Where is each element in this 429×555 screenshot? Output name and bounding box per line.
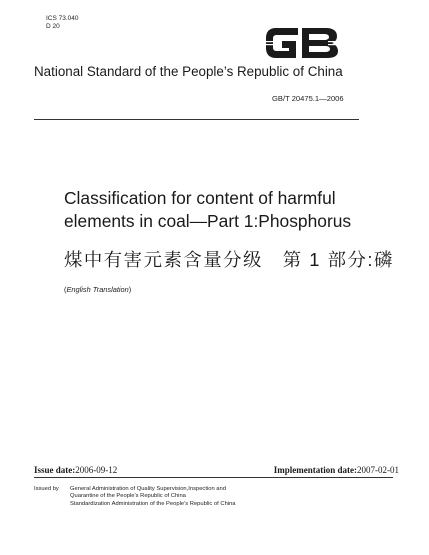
translation-note: [64, 285, 131, 294]
issue-date-value: 2006-09-12: [75, 465, 118, 475]
standard-number: GB/T 20475.1—2006: [272, 94, 344, 103]
ics-code: ICS 73.040: [46, 15, 79, 22]
english-title-line-1: Classification for content of harmful: [64, 188, 336, 208]
ccs-code: D 20: [46, 23, 60, 30]
issuer-line-3: Standardization Administration of the People’s Republic of China: [70, 500, 236, 507]
paren-close: ): [128, 285, 132, 294]
implementation-date-value: 2007-02-01: [357, 465, 399, 475]
gb-logo: [262, 24, 342, 62]
paren-open: (: [64, 285, 67, 294]
implementation-date-label: Implementation date:: [273, 465, 357, 475]
english-title: [64, 187, 351, 233]
english-title-line-2: elements in coal—Part 1:Phosphorus: [64, 211, 352, 231]
issue-date-label: Issue date:: [34, 465, 76, 475]
implementation-date: [274, 465, 399, 475]
issue-date: [34, 465, 117, 475]
bottom-divider: [34, 477, 393, 478]
top-divider: [34, 119, 359, 120]
issuer-line-1: General Administration of Quality Supervision,Inspection and: [70, 486, 226, 492]
classification-codes: [46, 15, 79, 31]
issued-by-label: Issued by: [34, 486, 59, 492]
chinese-title: 煤中有害元素含量分级 第 1 部分:磷: [64, 249, 394, 270]
issued-by-organizations: [70, 486, 236, 508]
translation-note-text: English Translation: [66, 285, 129, 294]
national-standard-title: National Standard of the People’s Republic of China: [34, 64, 343, 79]
issuer-line-2: Quarantine of the People’s Republic of China: [70, 493, 186, 500]
